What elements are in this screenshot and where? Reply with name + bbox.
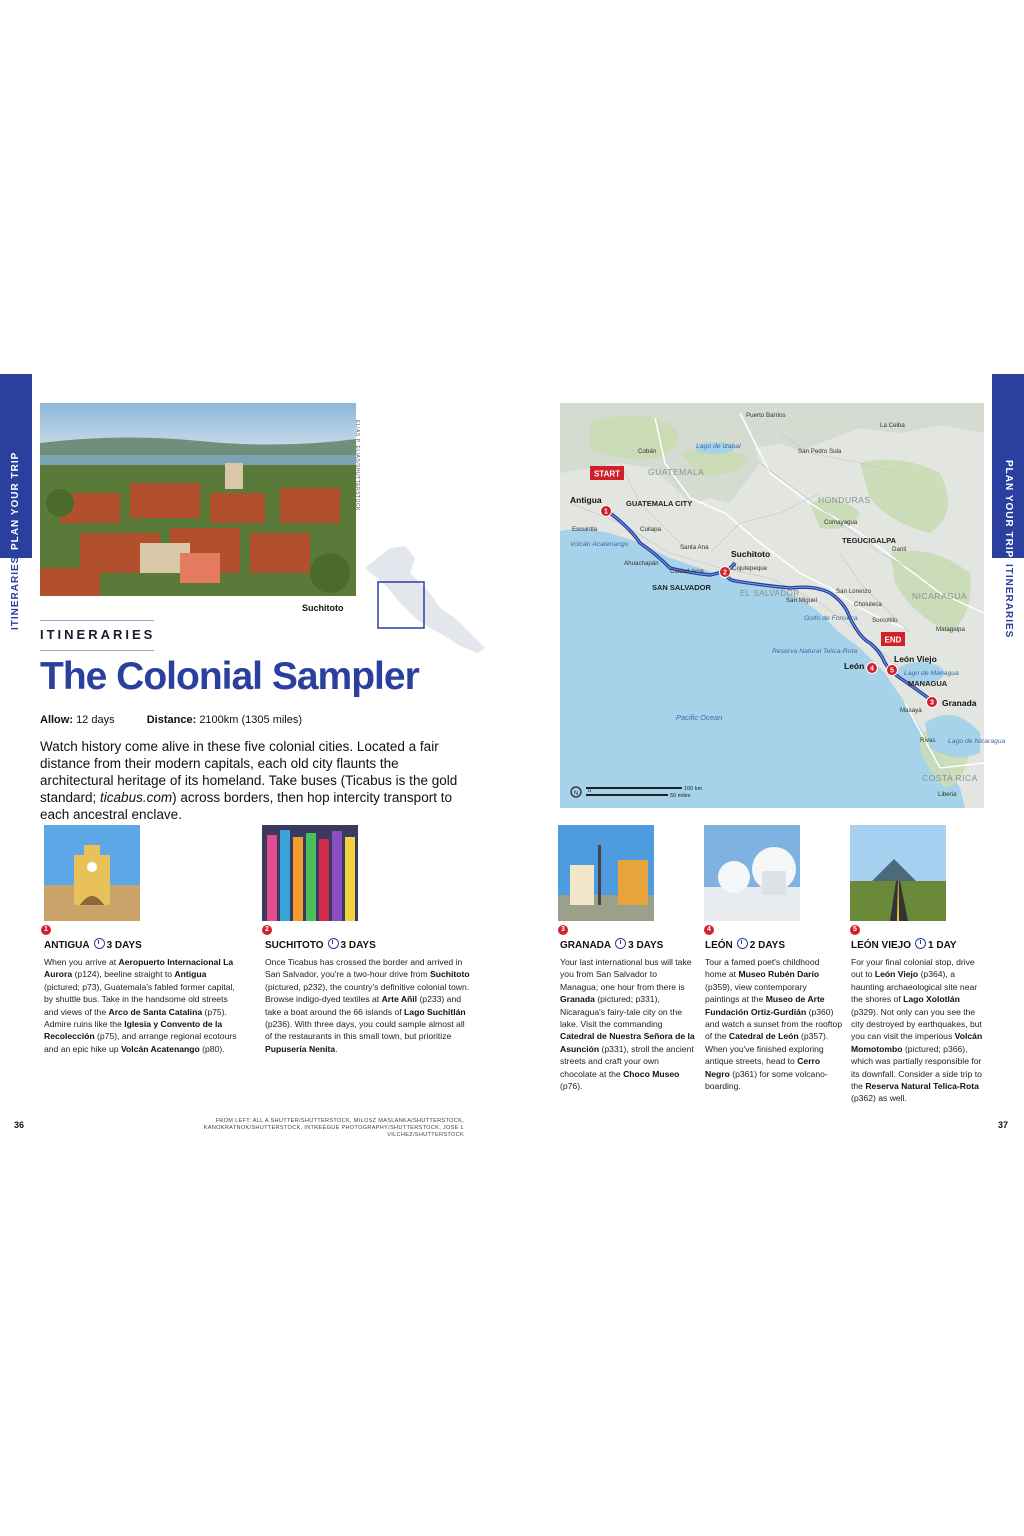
stop-heading-suchitoto: SUCHITOTO 3 DAYS: [265, 940, 376, 951]
svg-text:Ahuachapán: Ahuachapán: [624, 560, 659, 567]
svg-text:EL SALVADOR: EL SALVADOR: [740, 589, 800, 598]
svg-text:Lago de Managua: Lago de Managua: [904, 670, 959, 677]
svg-text:50 miles: 50 miles: [670, 793, 691, 799]
svg-text:San Lorenzo: San Lorenzo: [836, 588, 872, 595]
photo-caption: Suchitoto: [302, 603, 344, 613]
svg-text:Lago de Nicaragua: Lago de Nicaragua: [948, 738, 1006, 745]
svg-text:2: 2: [723, 569, 727, 577]
clock-icon: [915, 938, 926, 949]
svg-text:GUATEMALA: GUATEMALA: [648, 467, 705, 477]
suchitoto-photo: [262, 825, 358, 921]
leon-viejo-photo: [850, 825, 946, 921]
stop-heading-leon: LEÓN 2 DAYS: [705, 940, 785, 951]
svg-text:4: 4: [870, 665, 874, 673]
svg-text:Escuintla: Escuintla: [572, 526, 598, 533]
svg-text:100 km: 100 km: [684, 786, 703, 792]
clock-icon: [737, 938, 748, 949]
side-tab-left: [0, 374, 32, 632]
svg-text:COSTA RICA: COSTA RICA: [922, 773, 978, 783]
clock-icon: [94, 938, 105, 949]
map-start-tag: START: [593, 469, 621, 479]
hero-photo: [40, 403, 356, 596]
stop-body-antigua: When you arrive at Aeropuerto Internacional La Aurora (p124), beeline straight to Antigua (pictured; p73), Guatemala's fabled former capital, by shuttle bus. Take in the handsome old streets and views of the Arco de Santa Catalina (p75). Admire ruins like the Iglesia y Convento de la Recolección (p75), and arrange regional ecotours and an epic hike up Volcán Acatenango (p80).: [44, 957, 237, 1054]
svg-text:Cuilapa: Cuilapa: [640, 526, 661, 533]
clock-icon: [328, 938, 339, 949]
locator-map: [360, 538, 490, 658]
svg-text:Puerto Barrios: Puerto Barrios: [746, 412, 786, 419]
route-map: [560, 403, 1006, 808]
svg-text:Liberia: Liberia: [938, 791, 957, 798]
stop-heading-leon-viejo: LEÓN VIEJO 1 DAY: [851, 940, 957, 951]
intro-paragraph: Watch history come alive in these five colonial cities. Located a fair distance from their modern capitals, each old city flaunts the architectural heritage of its homeland. Take buses (Ticabus is the gold standard; ticabus.com) across borders, then hop intercity transport to each ancestral enclave.: [40, 739, 458, 822]
side-tab-secondary: ITINERARIES: [10, 555, 21, 630]
photo-credit: ELIAS P. ELIAS/SHUTTERSTOCK: [354, 420, 360, 511]
svg-text:NICARAGUA: NICARAGUA: [912, 591, 968, 601]
svg-text:Cojutepeque: Cojutepeque: [732, 565, 768, 572]
page-title: The Colonial Sampler: [40, 655, 419, 698]
stop-body-leon: Tour a famed poet's childhood home at Museo Rubén Darío (p359), view contemporary paintings at the Museo de Arte Fundación Ortiz-Gurdián (p360) and watch a sunset from the rooftop of the Catedral de León (p357). When you've finished exploring antique streets, head to Cerro Negro (p361) for some volcano-boarding.: [705, 957, 843, 1092]
svg-text:0: 0: [588, 788, 592, 794]
svg-text:Somotillo: Somotillo: [872, 617, 898, 624]
map-end-tag: END: [884, 635, 902, 645]
trip-meta: [40, 714, 302, 726]
svg-text:3: 3: [930, 699, 934, 707]
svg-text:Cobán: Cobán: [638, 448, 657, 455]
stop-number-5: 5: [850, 925, 860, 935]
stop-number-1: 1: [41, 925, 51, 935]
svg-text:Rivas: Rivas: [920, 737, 936, 744]
map-stop-leon: León: [844, 661, 865, 671]
stop-number-3: 3: [558, 925, 568, 935]
svg-text:Volcán Acatenango: Volcán Acatenango: [570, 541, 629, 548]
svg-text:Ciudad Arce: Ciudad Arce: [670, 568, 704, 575]
svg-text:Comayagua: Comayagua: [824, 519, 858, 526]
svg-text:TEGUCIGALPA: TEGUCIGALPA: [842, 536, 897, 545]
distance-label: Distance:: [146, 714, 197, 726]
side-tab-primary: PLAN YOUR TRIP: [10, 451, 21, 550]
antigua-photo: [44, 825, 140, 921]
svg-text:Choluteca: Choluteca: [854, 601, 882, 608]
svg-text:Golfo de Fonseca: Golfo de Fonseca: [804, 615, 858, 622]
svg-text:La Ceiba: La Ceiba: [880, 422, 905, 429]
svg-text:Matagalpa: Matagalpa: [936, 626, 965, 633]
svg-text:N: N: [573, 791, 579, 797]
map-stop-antigua: Antigua: [570, 495, 602, 505]
page-number-right: 37: [998, 1120, 1009, 1130]
clock-icon: [615, 938, 626, 949]
svg-text:Masaya: Masaya: [900, 707, 922, 714]
side-tab-primary: PLAN YOUR TRIP: [1003, 460, 1014, 559]
ticabus-link: ticabus.com: [100, 790, 173, 805]
map-stop-suchitoto: Suchitoto: [731, 549, 771, 559]
map-stop-leon-viejo: León Viejo: [894, 654, 937, 664]
svg-text:Reserva Natural Telica-Rota: Reserva Natural Telica-Rota: [772, 648, 858, 655]
page-number-left: 36: [14, 1120, 25, 1130]
photo-credits: FROM LEFT: ALL A SHUTTER/SHUTTERSTOCK, MILOSZ MASLANKA/SHUTTERSTOCK, KANOKRATNOK/SHUTTERSTOCK, INTREEGUE PHOTOGRAPHY/SHUTTERSTOCK, JOSE L VILCHEZ/SHUTTERSTOCK: [203, 1118, 464, 1138]
svg-text:MANAGUA: MANAGUA: [908, 679, 948, 688]
stop-heading-granada: GRANADA 3 DAYS: [560, 940, 664, 951]
svg-text:Santa Ana: Santa Ana: [680, 544, 709, 551]
svg-text:Danlí: Danlí: [892, 546, 907, 553]
svg-text:San Pedro Sula: San Pedro Sula: [798, 448, 842, 455]
svg-text:GUATEMALA CITY: GUATEMALA CITY: [626, 499, 693, 508]
allow-value: 12 days: [76, 714, 115, 726]
section-label: ITINERARIES: [40, 627, 156, 642]
stop-body-leon-viejo: For your final colonial stop, drive out to León Viejo (p364), a haunting archaeological site near the shores of Lago Xolotlán (p329). Not only can you see the city destroyed by earthquakes, but you can visit the imperious Volcán Momotombo (pictured; p366), which was partially responsible for its downfall. Consider a side trip to the Reserva Natural Telica-Rota (p362) as well.: [851, 957, 983, 1104]
map-stop-granada: Granada: [942, 698, 977, 708]
svg-text:Pacific Ocean: Pacific Ocean: [676, 713, 723, 722]
svg-text:5: 5: [890, 667, 894, 675]
svg-text:1: 1: [604, 508, 608, 516]
side-tab-right: [992, 374, 1024, 639]
stop-body-suchitoto: Once Ticabus has crossed the border and arrived in San Salvador, you're a two-hour drive from Suchitoto (pictured, p232), the country's definitive colonial town. Browse indigo-dyed textiles at Arte Añil (p233) and take a boat around the 66 islands of Lago Suchitlán (p236). With three days, you could sample almost all of the restaurants in this small town, but prioritize Pupusería Nenita.: [265, 957, 470, 1054]
svg-text:Lago de Izabal: Lago de Izabal: [696, 443, 741, 450]
svg-text:HONDURAS: HONDURAS: [818, 495, 871, 505]
svg-text:San Miguel: San Miguel: [786, 597, 817, 604]
svg-text:SAN SALVADOR: SAN SALVADOR: [652, 583, 711, 592]
stop-heading-antigua: ANTIGUA 3 DAYS: [44, 940, 142, 951]
allow-label: Allow:: [40, 714, 73, 726]
side-tab-secondary: ITINERARIES: [1003, 564, 1014, 639]
distance-value: 2100km (1305 miles): [199, 714, 303, 726]
granada-photo: [558, 825, 654, 921]
leon-photo: [704, 825, 800, 921]
stop-number-4: 4: [704, 925, 714, 935]
stop-body-granada: Your last international bus will take you from San Salvador to Managua; one hour from there is Granada (pictured; p331), Nicaragua's fairy-tale city on the lake. Visit the commanding Catedral de Nuestra Señora de la Asunción (p331), stroll the ancient streets and craft your own chocolate at the Choco Museo (p76).: [560, 957, 695, 1092]
stop-number-2: 2: [262, 925, 272, 935]
